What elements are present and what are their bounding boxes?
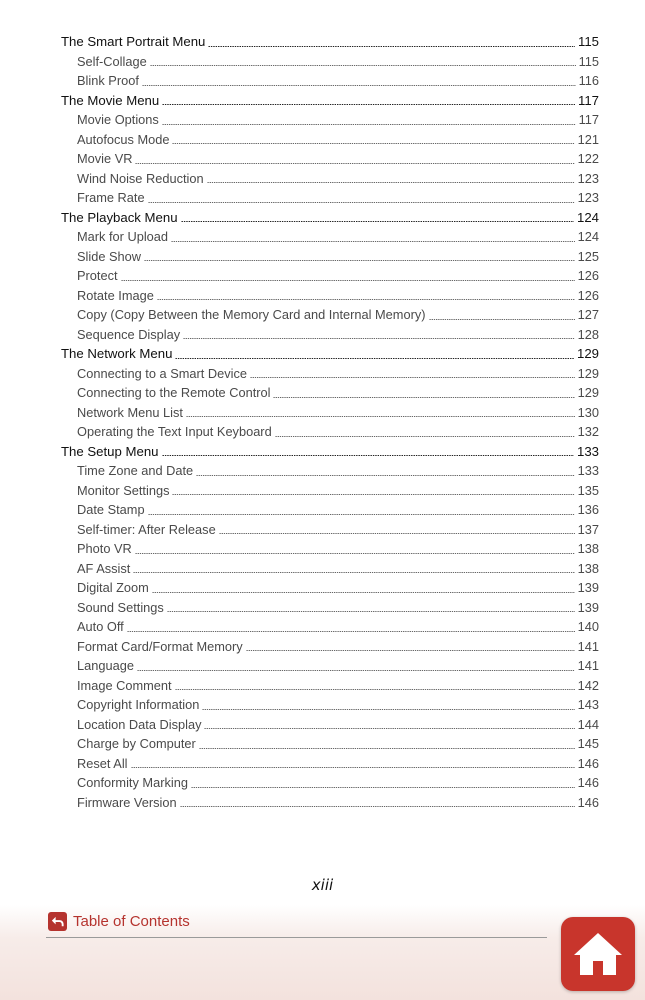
toc-entry-title: Self-timer: After Release bbox=[77, 521, 216, 537]
toc-section-entry[interactable] bbox=[61, 286, 599, 306]
toc-entry-title: Conformity Marking bbox=[77, 775, 188, 790]
dot-leader bbox=[429, 319, 575, 320]
toc-entry-title: Network Menu List bbox=[77, 404, 183, 420]
home-icon bbox=[571, 929, 625, 979]
dot-leader bbox=[175, 689, 575, 690]
dot-leader bbox=[131, 767, 575, 768]
dot-leader bbox=[181, 221, 574, 222]
toc-entry-page: 137 bbox=[577, 521, 599, 537]
toc-section-entry[interactable] bbox=[61, 325, 599, 345]
toc-entry-title: Autofocus Mode bbox=[77, 131, 170, 147]
toc-chapter-entry[interactable] bbox=[61, 344, 599, 364]
toc-entry-page: 123 bbox=[577, 190, 599, 205]
toc-entry-page: 132 bbox=[577, 424, 599, 439]
toc-section-entry[interactable] bbox=[61, 656, 599, 676]
toc-section-entry[interactable] bbox=[61, 52, 599, 72]
toc-section-entry[interactable] bbox=[61, 500, 599, 520]
dot-leader bbox=[191, 787, 575, 788]
toc-entry-page: 146 bbox=[577, 794, 599, 810]
toc-entry-title: Rotate Image bbox=[77, 287, 154, 303]
toc-entry-title: AF Assist bbox=[77, 560, 131, 576]
table-of-contents-label: Table of Contents bbox=[73, 913, 190, 930]
toc-section-entry[interactable] bbox=[61, 617, 599, 637]
toc-entry-title: Format Card/Format Memory bbox=[77, 638, 243, 654]
toc-section-entry[interactable] bbox=[61, 110, 599, 130]
table-of-contents-link[interactable] bbox=[48, 912, 190, 931]
toc-entry-page: 142 bbox=[577, 677, 599, 693]
toc-entry-title: Connecting to a Smart Device bbox=[77, 365, 247, 381]
toc-entry-title: The Setup Menu bbox=[61, 443, 159, 459]
toc-entry-page: 141 bbox=[577, 658, 599, 673]
dot-leader bbox=[172, 143, 574, 144]
toc-entry-page: 115 bbox=[578, 53, 599, 69]
toc-entry-page: 125 bbox=[577, 248, 599, 264]
toc-entry-title: Movie VR bbox=[77, 151, 133, 166]
toc-section-entry[interactable] bbox=[61, 188, 599, 208]
toc-entry-title: Photo VR bbox=[77, 541, 132, 556]
dot-leader bbox=[204, 728, 574, 729]
toc-entry-page: 130 bbox=[577, 404, 599, 420]
toc-section-entry[interactable] bbox=[61, 559, 599, 579]
page-number: xiii bbox=[311, 876, 334, 894]
toc-entry-title: Image Comment bbox=[77, 677, 172, 693]
home-button[interactable] bbox=[561, 917, 635, 991]
dot-leader bbox=[250, 377, 575, 378]
toc-entry-title: Wind Noise Reduction bbox=[77, 170, 204, 186]
dot-leader bbox=[199, 748, 575, 749]
toc-section-entry[interactable] bbox=[61, 227, 599, 247]
toc-entry-title: Movie Options bbox=[77, 112, 159, 127]
toc-entry-title: Copy (Copy Between the Memory Card and Internal Memory) bbox=[77, 307, 426, 322]
toc-section-entry[interactable] bbox=[61, 481, 599, 501]
toc-entry-page: 126 bbox=[577, 287, 599, 303]
toc-entry-title: Location Data Display bbox=[77, 716, 202, 732]
toc-entry-title: Operating the Text Input Keyboard bbox=[77, 424, 272, 439]
toc-entry-page: 116 bbox=[578, 73, 599, 88]
toc-section-entry[interactable] bbox=[61, 734, 599, 754]
toc-entry-page: 129 bbox=[577, 365, 599, 381]
dot-leader bbox=[144, 260, 575, 261]
toc-entry-page: 124 bbox=[576, 209, 599, 225]
toc-entry-page: 127 bbox=[577, 307, 599, 322]
dot-leader bbox=[135, 163, 574, 164]
dot-leader bbox=[142, 85, 576, 86]
dot-leader bbox=[219, 533, 575, 534]
toc-entry-title: Auto Off bbox=[77, 619, 124, 634]
toc-section-entry[interactable] bbox=[61, 247, 599, 267]
toc-section-entry[interactable] bbox=[61, 520, 599, 540]
dot-leader bbox=[183, 338, 574, 339]
dot-leader bbox=[137, 670, 575, 671]
toc-entry-title: Firmware Version bbox=[77, 794, 177, 810]
dot-leader bbox=[196, 475, 574, 476]
toc-entry-title: Slide Show bbox=[77, 248, 142, 264]
dot-leader bbox=[172, 494, 574, 495]
toc-section-entry[interactable] bbox=[61, 71, 599, 91]
dot-leader bbox=[148, 202, 575, 203]
toc-section-entry[interactable] bbox=[61, 715, 599, 735]
toc-chapter-entry[interactable] bbox=[61, 442, 599, 462]
dot-leader bbox=[162, 104, 575, 105]
toc-section-entry[interactable] bbox=[61, 773, 599, 793]
toc-entry-page: 138 bbox=[577, 541, 599, 556]
toc-entry-page: 133 bbox=[577, 463, 599, 478]
toc-entry-page: 140 bbox=[577, 619, 599, 634]
toc-entry-title: Sound Settings bbox=[77, 599, 164, 615]
toc-entry-page: 128 bbox=[577, 326, 599, 342]
toc-entry-page: 121 bbox=[577, 131, 599, 147]
dot-leader bbox=[162, 455, 574, 456]
toc-entry-page: 146 bbox=[577, 775, 599, 790]
toc-section-entry[interactable] bbox=[61, 422, 599, 442]
dot-leader bbox=[208, 46, 575, 47]
toc-section-entry[interactable] bbox=[61, 403, 599, 423]
toc-entry-title: Date Stamp bbox=[77, 502, 145, 517]
toc-section-entry[interactable] bbox=[61, 598, 599, 618]
dot-leader bbox=[127, 631, 575, 632]
table-of-contents bbox=[61, 32, 599, 812]
toc-entry-page: 136 bbox=[577, 502, 599, 517]
toc-entry-page: 129 bbox=[576, 346, 599, 361]
toc-section-entry[interactable] bbox=[61, 169, 599, 189]
toc-entry-page: 124 bbox=[577, 229, 599, 244]
toc-entry-title: Frame Rate bbox=[77, 190, 145, 205]
toc-entry-page: 135 bbox=[577, 482, 599, 498]
return-arrow-icon bbox=[48, 912, 67, 931]
toc-entry-title: Charge by Computer bbox=[77, 736, 196, 751]
dot-leader bbox=[207, 182, 575, 183]
toc-entry-page: 145 bbox=[577, 736, 599, 751]
footer-divider bbox=[46, 937, 547, 938]
dot-leader bbox=[167, 611, 575, 612]
toc-entry-title: Monitor Settings bbox=[77, 482, 170, 498]
toc-section-entry[interactable] bbox=[61, 578, 599, 598]
toc-section-entry[interactable] bbox=[61, 461, 599, 481]
toc-entry-title: Reset All bbox=[77, 755, 128, 771]
toc-section-entry[interactable] bbox=[61, 637, 599, 657]
dot-leader bbox=[135, 553, 575, 554]
toc-entry-title: Time Zone and Date bbox=[77, 463, 194, 478]
toc-entry-title: Connecting to the Remote Control bbox=[77, 385, 271, 400]
toc-section-entry[interactable] bbox=[61, 305, 599, 325]
toc-section-entry[interactable] bbox=[61, 793, 599, 813]
toc-entry-title: Copyright Information bbox=[77, 697, 200, 712]
toc-entry-title: Digital Zoom bbox=[77, 580, 149, 595]
toc-entry-title: Protect bbox=[77, 268, 118, 283]
toc-section-entry[interactable] bbox=[61, 364, 599, 384]
toc-entry-page: 139 bbox=[577, 599, 599, 615]
dot-leader bbox=[121, 280, 575, 281]
toc-entry-page: 117 bbox=[578, 112, 599, 127]
toc-entry-title: Blink Proof bbox=[77, 73, 139, 88]
toc-section-entry[interactable] bbox=[61, 266, 599, 286]
toc-entry-title: The Playback Menu bbox=[61, 209, 178, 225]
toc-entry-page: 129 bbox=[577, 385, 599, 400]
toc-section-entry[interactable] bbox=[61, 130, 599, 150]
dot-leader bbox=[202, 709, 574, 710]
toc-chapter-entry[interactable] bbox=[61, 91, 599, 111]
toc-entry-page: 115 bbox=[577, 34, 599, 49]
toc-entry-page: 143 bbox=[577, 697, 599, 712]
toc-section-entry[interactable] bbox=[61, 383, 599, 403]
toc-entry-title: Self-Collage bbox=[77, 53, 147, 69]
dot-leader bbox=[246, 650, 575, 651]
dot-leader bbox=[180, 806, 575, 807]
dot-leader bbox=[152, 592, 575, 593]
dot-leader bbox=[162, 124, 576, 125]
dot-leader bbox=[275, 436, 575, 437]
dot-leader bbox=[150, 65, 576, 66]
toc-entry-page: 146 bbox=[577, 755, 599, 771]
toc-entry-title: The Movie Menu bbox=[61, 92, 160, 108]
toc-entry-title: The Smart Portrait Menu bbox=[61, 34, 206, 49]
toc-entry-title: Language bbox=[77, 658, 134, 673]
toc-entry-page: 123 bbox=[577, 170, 599, 186]
toc-entry-title: The Network Menu bbox=[61, 346, 173, 361]
dot-leader bbox=[148, 514, 575, 515]
toc-entry-page: 139 bbox=[577, 580, 599, 595]
toc-entry-page: 117 bbox=[577, 92, 599, 108]
toc-section-entry[interactable] bbox=[61, 149, 599, 169]
dot-leader bbox=[157, 299, 575, 300]
dot-leader bbox=[171, 241, 575, 242]
toc-section-entry[interactable] bbox=[61, 695, 599, 715]
toc-entry-page: 126 bbox=[577, 268, 599, 283]
dot-leader bbox=[175, 358, 574, 359]
toc-section-entry[interactable] bbox=[61, 539, 599, 559]
toc-entry-page: 141 bbox=[577, 638, 599, 654]
toc-entry-page: 144 bbox=[577, 716, 599, 732]
toc-entry-page: 138 bbox=[577, 560, 599, 576]
toc-entry-title: Sequence Display bbox=[77, 326, 181, 342]
dot-leader bbox=[186, 416, 575, 417]
dot-leader bbox=[273, 397, 574, 398]
dot-leader bbox=[133, 572, 574, 573]
toc-chapter-entry[interactable] bbox=[61, 208, 599, 228]
toc-entry-page: 122 bbox=[577, 151, 599, 166]
toc-entry-page: 133 bbox=[576, 443, 599, 459]
toc-section-entry[interactable] bbox=[61, 676, 599, 696]
toc-chapter-entry[interactable] bbox=[61, 32, 599, 52]
toc-section-entry[interactable] bbox=[61, 754, 599, 774]
toc-entry-title: Mark for Upload bbox=[77, 229, 169, 244]
